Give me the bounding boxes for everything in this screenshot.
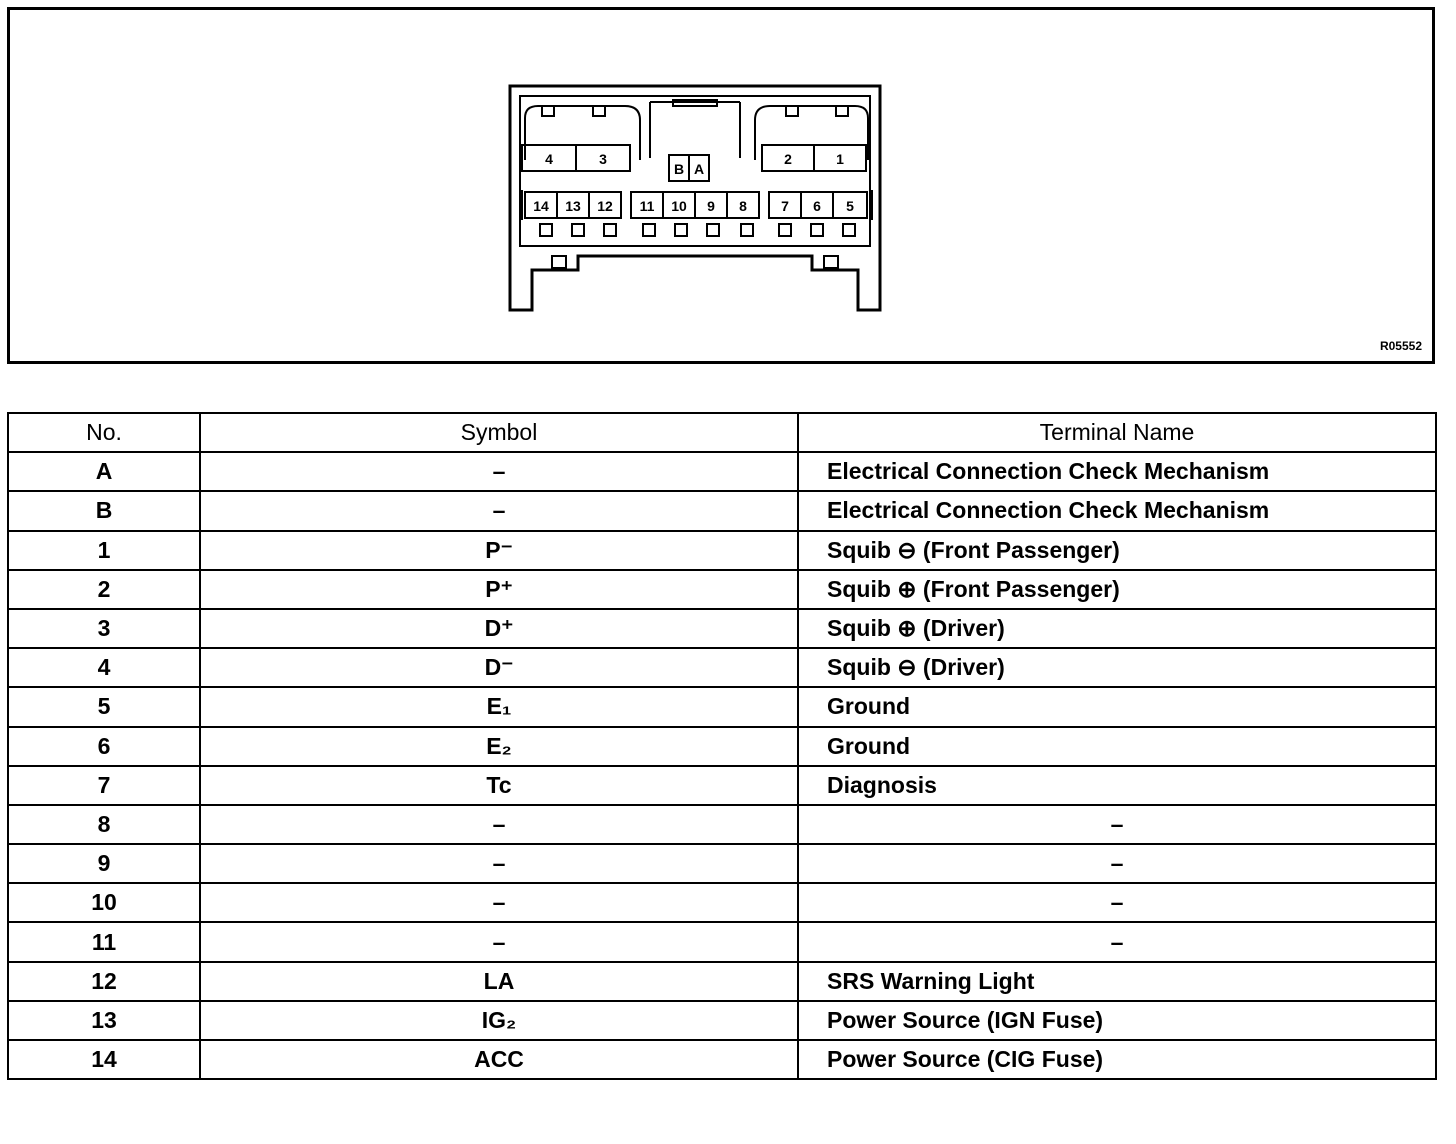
cell-symbol: – (200, 922, 798, 961)
table-row (8, 962, 1436, 1001)
pin-label: 12 (597, 198, 613, 214)
cell-no: 6 (8, 727, 200, 766)
table-row (8, 452, 1436, 491)
cell-terminal-name: – (798, 844, 1436, 883)
terminal-table (7, 412, 1437, 1080)
cell-terminal-name: Ground (798, 727, 1436, 766)
cell-terminal-name: – (798, 805, 1436, 844)
header-symbol: Symbol (200, 413, 798, 452)
cell-symbol: – (200, 844, 798, 883)
cell-terminal-name: – (798, 922, 1436, 961)
pin-label: 6 (813, 198, 821, 214)
cell-symbol: E₂ (200, 727, 798, 766)
header-no: No. (8, 413, 200, 452)
cell-symbol: P⁺ (200, 570, 798, 609)
cell-no: 12 (8, 962, 200, 1001)
cell-no: B (8, 491, 200, 530)
cell-symbol: LA (200, 962, 798, 1001)
table-row (8, 922, 1436, 961)
connector-figure (7, 7, 1435, 364)
table-row (8, 687, 1436, 726)
pin-label: 1 (836, 151, 844, 167)
cell-terminal-name: Squib ⊕ (Driver) (798, 609, 1436, 648)
cell-no: 2 (8, 570, 200, 609)
table-row (8, 570, 1436, 609)
cell-terminal-name: Diagnosis (798, 766, 1436, 805)
pin-label: 8 (739, 198, 747, 214)
cell-symbol: – (200, 491, 798, 530)
pin-label: 14 (533, 198, 549, 214)
pin-label: B (673, 161, 685, 177)
cell-no: 14 (8, 1040, 200, 1079)
pin-label: 3 (599, 151, 607, 167)
cell-no: 7 (8, 766, 200, 805)
table-row (8, 491, 1436, 530)
cell-terminal-name: SRS Warning Light (798, 962, 1436, 1001)
cell-symbol: IG₂ (200, 1001, 798, 1040)
pin-label: 9 (707, 198, 715, 214)
table-row (8, 1001, 1436, 1040)
cell-symbol: – (200, 883, 798, 922)
cell-no: A (8, 452, 200, 491)
cell-no: 5 (8, 687, 200, 726)
cell-symbol: E₁ (200, 687, 798, 726)
table-row (8, 727, 1436, 766)
pin-label: 2 (784, 151, 792, 167)
cell-no: 11 (8, 922, 200, 961)
pin-label: 5 (846, 198, 854, 214)
cell-symbol: – (200, 805, 798, 844)
cell-symbol: P⁻ (200, 531, 798, 570)
cell-symbol: D⁺ (200, 609, 798, 648)
table-row (8, 883, 1436, 922)
cell-terminal-name: Squib ⊖ (Front Passenger) (798, 531, 1436, 570)
cell-terminal-name: Ground (798, 687, 1436, 726)
connector-diagram (10, 10, 1432, 361)
cell-terminal-name: – (798, 883, 1436, 922)
cell-terminal-name: Power Source (CIG Fuse) (798, 1040, 1436, 1079)
cell-terminal-name: Squib ⊖ (Driver) (798, 648, 1436, 687)
header-terminal-name: Terminal Name (798, 413, 1436, 452)
pin-label: 7 (781, 198, 789, 214)
table-row (8, 805, 1436, 844)
cell-no: 1 (8, 531, 200, 570)
cell-no: 13 (8, 1001, 200, 1040)
table-row (8, 531, 1436, 570)
table-row (8, 844, 1436, 883)
figure-code: R05552 (1379, 339, 1422, 353)
cell-no: 9 (8, 844, 200, 883)
table-row (8, 648, 1436, 687)
cell-terminal-name: Electrical Connection Check Mechanism (798, 452, 1436, 491)
pin-label: 11 (639, 198, 655, 214)
cell-terminal-name: Electrical Connection Check Mechanism (798, 491, 1436, 530)
pin-label: 10 (671, 198, 687, 214)
cell-no: 4 (8, 648, 200, 687)
cell-symbol: Tc (200, 766, 798, 805)
cell-terminal-name: Power Source (IGN Fuse) (798, 1001, 1436, 1040)
table-row (8, 766, 1436, 805)
cell-symbol: – (200, 452, 798, 491)
cell-terminal-name: Squib ⊕ (Front Passenger) (798, 570, 1436, 609)
table-header-row (8, 413, 1436, 452)
table-row (8, 1040, 1436, 1079)
pin-label: 13 (565, 198, 581, 214)
cell-symbol: D⁻ (200, 648, 798, 687)
cell-no: 8 (8, 805, 200, 844)
cell-no: 3 (8, 609, 200, 648)
pin-label: 4 (545, 151, 553, 167)
table-body (8, 452, 1436, 1079)
pin-label: A (693, 161, 705, 177)
cell-no: 10 (8, 883, 200, 922)
cell-symbol: ACC (200, 1040, 798, 1079)
table-row (8, 609, 1436, 648)
